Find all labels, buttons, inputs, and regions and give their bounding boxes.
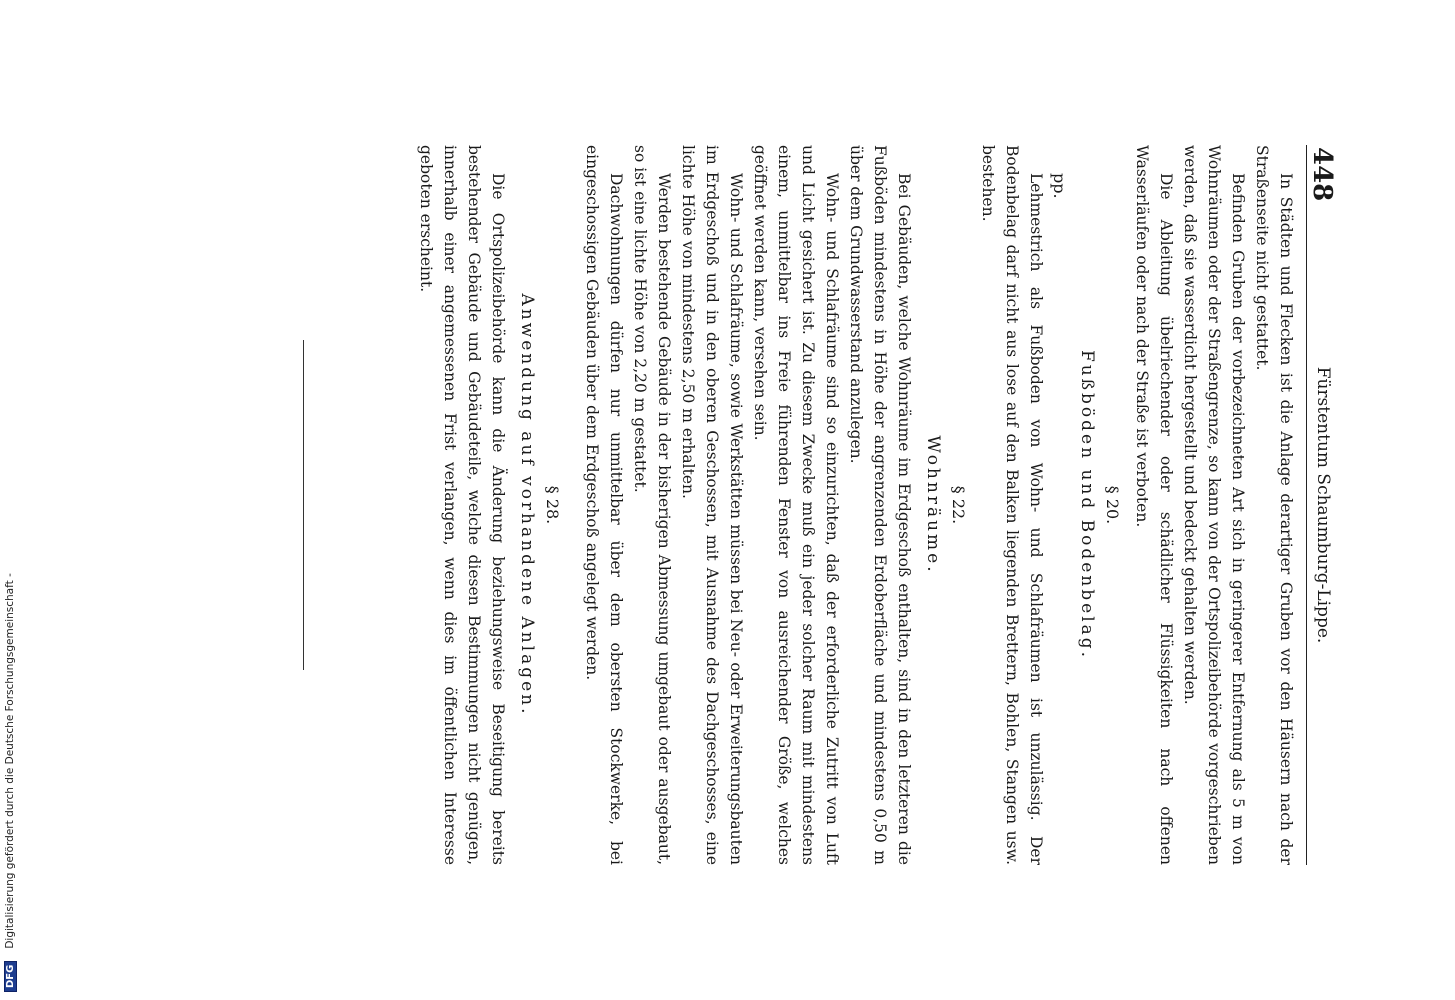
section-number: § 22. <box>949 485 968 525</box>
page-header <box>1306 145 1337 865</box>
paragraph: Befinden Gruben der vorbezeichneten Art sich in geringerer Entfernung als 5 m von Wohnräumen oder der Straßengrenze, so kann von der Ortspolizeibehörde vorgeschrieben werden, daß sie wasserdicht hergestellt und bedeckt gehalten werden. <box>1181 145 1247 865</box>
paragraph: Wohn- und Schlafräume, sowie Werkstätten müssen bei Neu- oder Erweiterungsbauten im Erdgeschoß und in den oberen Geschossen, mit Ausnahme des Dachgeschosses, eine lichte Höhe von mindestens 2,50 m erhalten. <box>679 145 745 865</box>
digitization-note-text: Digitalisierung gefördert durch die Deutsche Forschungsgemeinschaft - <box>4 573 16 949</box>
paragraph: Bei Gebäuden, welche Wohnräume im Erdgeschoß enthalten, sind in den letzteren die Fußböden mindestens in Höhe der angrenzenden Erdoberfläche und mindestens 0,50 m über dem Grundwasserstand anzulegen. <box>847 145 913 865</box>
paragraph: Werden bestehende Gebäude in der bisherigen Abmessung umgebaut oder ausgebaut, so ist eine lichte Höhe von 2,20 m gestattet. <box>631 145 673 865</box>
digitization-note <box>0 0 20 1000</box>
dfg-logo: DFG <box>4 961 17 992</box>
running-head: Fürstentum Schaumburg-Lippe. <box>1313 366 1333 644</box>
paragraph: Die Ortspolizeibehörde kann die Änderung beziehungsweise Beseitigung bereits bestehender Gebäude und Gebäudeteile, welche diesen Bestimmungen nicht genügen, innerhalb einer angemessenen Frist verlangen, wenn dies im öffentlichen Interesse geboten erscheint. <box>417 145 507 865</box>
page-number: 448 <box>1307 147 1337 202</box>
paragraph: Dachwohnungen dürfen nur unmittelbar über dem obersten Stockwerke, bei eingeschossigen Gebäuden über dem Erdgeschoß angelegt werden. <box>583 145 625 865</box>
section-number: § 28. <box>543 485 562 525</box>
section-number: § 20. <box>1103 485 1122 525</box>
paragraph: Wohn- und Schlafräume sind so einzurichten, daß der erforderliche Zutritt von Luft und Licht gesichert ist. Zu diesem Zwecke muß ein jeder solcher Raum mit mindestens einem, unmittelbar ins Freie führenden Fenster von ausreichender Größe, welches geöffnet werden kann, versehen sein. <box>751 145 841 865</box>
section-title: Fußböden und Bodenbelag. <box>1077 349 1097 661</box>
paragraph: Die Ableitung übelriechender oder schädlicher Flüssigkeiten nach offenen Wasserläufen oder nach der Straße ist verboten. <box>1133 145 1175 865</box>
omission-mark: pp. <box>1050 173 1069 199</box>
end-rule <box>303 340 304 670</box>
paragraph: In Städten und Flecken ist die Anlage derartiger Gruben vor den Häusern nach der Straßenseite nicht gestattet. <box>1253 145 1295 865</box>
section-title: Wohnräume. <box>923 435 943 575</box>
paragraph: Lehmestrich als Fußboden von Wohn- und Schlafräumen ist unzulässig. Der Bodenbelag darf nicht aus lose auf den Balken liegenden Brettern, Bohlen, Stangen usw. bestehen. <box>979 145 1045 865</box>
rotated-page <box>262 145 1337 865</box>
section-title: Anwendung auf vorhandene Anlagen. <box>517 293 537 717</box>
